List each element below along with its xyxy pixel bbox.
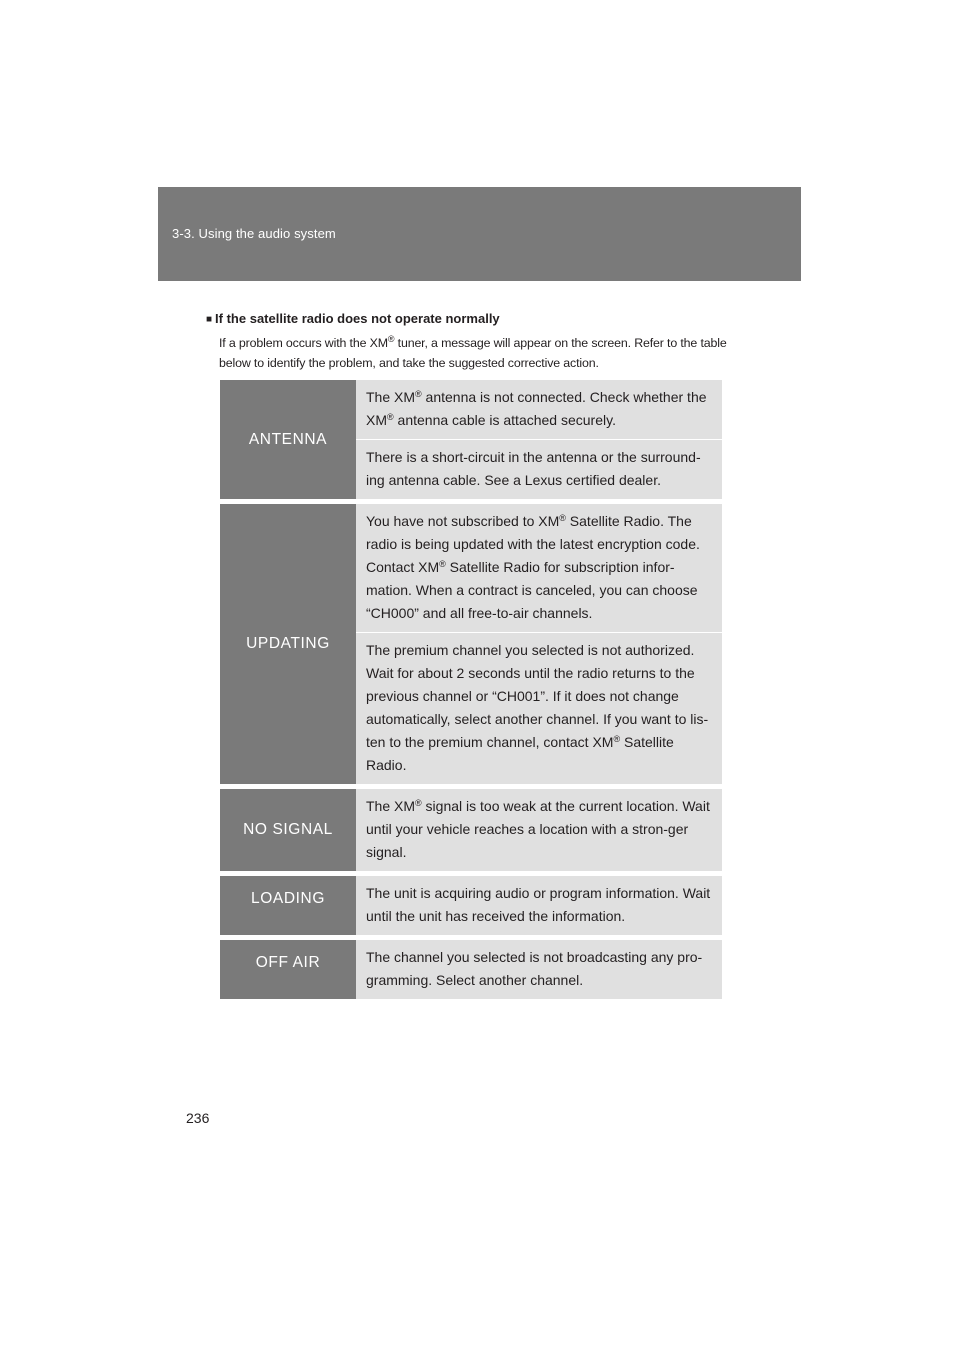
intro-text-1: If a problem occurs with the XM [219,336,388,350]
topic-heading [206,311,500,326]
description-cell: You have not subscribed to XM® Satellite Radio. The radio is being updated with the latest encryption code. Contact XM® Satellite Radio for subscription infor-mation. When a contract is canceled, you can choose “CH000” and all free-to-air channels. [366,513,700,621]
intro-paragraph [219,333,749,373]
description-cell: The XM® signal is too weak at the current location. Wait until your vehicle reaches a location with a stron-ger signal. [366,798,710,860]
registered-mark: ® [387,334,395,344]
table-row-antenna [220,380,722,504]
description-cell: The unit is acquiring audio or program information. Wait until the unit has received the information. [366,885,711,924]
troubleshooting-table [220,380,722,999]
table-row-loading [220,876,722,940]
message-code-off-air: OFF AIR [220,940,356,999]
page-number: 236 [186,1110,210,1126]
section-header-bar [158,187,801,281]
description-cell: The XM® antenna is not connected. Check whether the XM® antenna cable is attached securely. [366,389,707,428]
message-code-loading: LOADING [220,876,356,935]
description-cell: The channel you selected is not broadcasting any pro-gramming. Select another channel. [366,949,703,988]
table-row-no-signal [220,789,722,876]
intro-text-2: tuner, a message will appear on the screen. Refer to the table below to identify the problem, and take the suggested corrective action. [219,336,727,370]
square-bullet-icon: ■ [206,314,213,325]
message-code-no-signal: NO SIGNAL [220,789,356,871]
description-cell: The premium channel you selected is not authorized. Wait for about 2 seconds until the radio returns to the previous channel or “CH001”. If it does not change automatically, select another channel. If you want to lis-ten to the premium channel, contact XM® Satellite Radio. [356,632,722,784]
section-title: 3-3. Using the audio system [172,226,336,241]
description-cell: There is a short-circuit in the antenna or the surround-ing antenna cable. See a Lexus certified dealer. [356,439,722,499]
topic-heading-text: If the satellite radio does not operate normally [215,311,500,326]
message-code-updating: UPDATING [220,504,356,784]
table-row-updating [220,504,722,789]
table-row-off-air [220,940,722,999]
message-code-antenna: ANTENNA [220,380,356,499]
